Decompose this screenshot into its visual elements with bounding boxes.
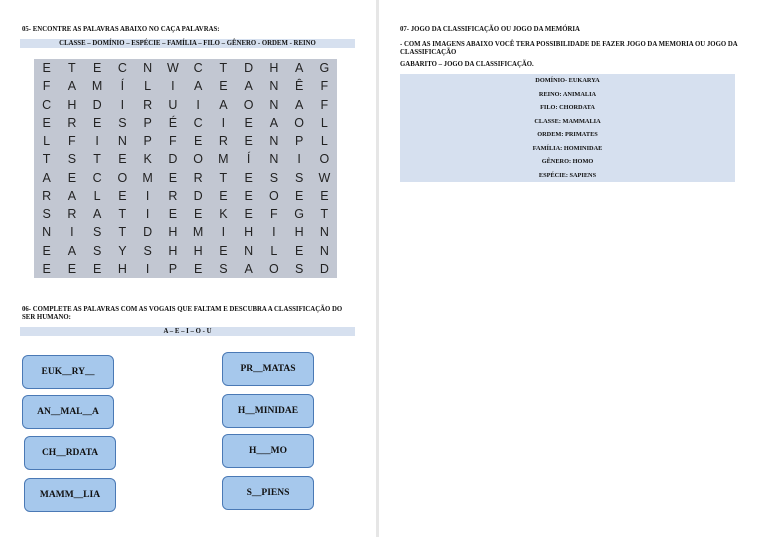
word-search-letter[interactable]: N <box>269 134 279 148</box>
word-search-letter[interactable]: S <box>42 207 51 221</box>
word-search-row <box>34 205 337 223</box>
word-search-letter[interactable]: A <box>92 207 102 221</box>
word-search-letter[interactable]: F <box>320 79 329 94</box>
word-search-letter[interactable]: I <box>145 188 150 203</box>
word-search-letter[interactable]: O <box>243 97 254 112</box>
word-search-letter[interactable]: N <box>244 243 254 258</box>
classification-row: GÊNERO: HOMO <box>541 158 594 165</box>
classification-row: FILO: CHORDATA <box>540 104 595 111</box>
word-search-letter[interactable]: R <box>67 115 77 130</box>
word-search-letter[interactable]: F <box>68 134 76 148</box>
word-search-letter[interactable]: S <box>143 243 152 258</box>
classification-row: CLASSE: MAMMALIA <box>534 117 601 125</box>
vowel-box-sapiens[interactable]: S__PIENS <box>222 476 314 510</box>
word-search-letter[interactable]: M <box>91 79 103 94</box>
word-search-letter[interactable]: Ê <box>294 79 304 94</box>
word-search-letter[interactable]: N <box>42 225 52 240</box>
right-page <box>379 0 761 537</box>
classification-row: ESPÉCIE: SAPIENS <box>538 171 597 179</box>
word-search-letter[interactable]: N <box>319 225 329 240</box>
word-search-letter[interactable]: L <box>320 134 328 148</box>
word-search-letter[interactable]: O <box>269 188 279 203</box>
word-search-letter[interactable]: O <box>193 152 203 167</box>
word-search-letter[interactable]: A <box>244 261 253 276</box>
word-search-letter[interactable]: E <box>219 188 228 203</box>
word-search-letter[interactable]: A <box>67 79 77 94</box>
word-search-letter[interactable]: I <box>221 225 226 240</box>
word-search-letter[interactable]: E <box>294 243 304 258</box>
word-search-letter[interactable]: C <box>117 61 127 75</box>
word-search-letter[interactable]: I <box>95 134 99 148</box>
word-search-letter[interactable]: T <box>118 225 127 240</box>
word-search-letter[interactable]: E <box>320 188 329 203</box>
word-search-letter[interactable]: A <box>193 79 203 94</box>
word-search-letter[interactable]: S <box>92 243 102 258</box>
word-search-letter[interactable]: L <box>43 134 51 148</box>
vowel-box-chordata[interactable]: CH__RDATA <box>24 436 116 470</box>
word-search-letter[interactable]: G <box>319 61 330 75</box>
word-search-letter[interactable]: R <box>193 170 203 185</box>
word-search-letter[interactable]: M <box>142 170 153 185</box>
word-search-letter[interactable]: D <box>244 61 254 75</box>
word-search-row <box>34 132 337 150</box>
word-search-letter[interactable]: N <box>319 243 329 258</box>
classification-row: FAMÍLIA: HOMINIDAE <box>532 144 603 152</box>
word-search-letter[interactable]: Í <box>246 152 251 167</box>
word-search-letter[interactable]: S <box>269 170 279 185</box>
word-search-letter[interactable]: I <box>297 152 301 167</box>
word-search-letter[interactable]: S <box>294 170 304 185</box>
exercise-05-heading: 05- ENCONTRE AS PALAVRAS ABAIXO NO CAÇA PALAVRAS: <box>22 26 220 33</box>
word-search-letter[interactable]: K <box>143 152 152 167</box>
word-search-letter[interactable]: E <box>42 115 51 130</box>
word-search-letter[interactable]: E <box>193 134 203 148</box>
word-search-letter[interactable]: F <box>320 97 329 112</box>
word-search-letter[interactable]: E <box>244 207 253 221</box>
word-search-letter[interactable]: S <box>118 115 127 130</box>
word-search-letter[interactable]: H <box>67 97 77 112</box>
word-search-letter[interactable]: E <box>118 188 127 203</box>
word-search-letter[interactable]: E <box>67 261 77 276</box>
word-search-letter[interactable]: E <box>244 188 253 203</box>
word-search-letter[interactable]: H <box>168 243 178 258</box>
word-search-row <box>34 150 337 168</box>
word-search-letter[interactable]: E <box>219 243 228 258</box>
word-search-letter[interactable]: Y <box>118 243 127 258</box>
word-search-row <box>34 77 337 95</box>
word-search-letter[interactable]: F <box>42 79 51 94</box>
word-search-letter[interactable]: E <box>193 207 203 221</box>
word-search-letter[interactable]: E <box>42 261 51 276</box>
word-search-row <box>34 242 337 260</box>
classification-row: ORDEM: PRIMATES <box>537 131 598 138</box>
word-search-row <box>34 187 337 205</box>
word-search-letter[interactable]: H <box>294 225 304 240</box>
word-search-letter[interactable]: A <box>219 97 228 112</box>
word-search-letter[interactable]: S <box>92 225 102 240</box>
word-search-letter[interactable]: H <box>244 225 254 240</box>
vowel-box-primatas[interactable]: PR__MATAS <box>222 352 314 386</box>
word-search-letter[interactable]: R <box>168 188 178 203</box>
word-search-letter[interactable]: L <box>270 243 278 258</box>
classification-row: DOMÍNIO- EUKARYA <box>535 77 600 84</box>
word-search-letter[interactable]: N <box>269 152 279 167</box>
word-search-letter[interactable]: T <box>118 207 127 221</box>
word-search-letter[interactable]: E <box>193 261 203 276</box>
word-search-letter[interactable]: E <box>219 79 228 94</box>
word-search-letter[interactable]: W <box>318 170 331 185</box>
word-search-letter[interactable]: O <box>269 261 279 276</box>
word-search-letter[interactable]: É <box>168 115 178 130</box>
word-search-letter[interactable]: I <box>120 97 125 112</box>
word-search-letter[interactable]: E <box>92 115 102 130</box>
word-search-letter[interactable]: I <box>145 207 150 221</box>
vowel-box-mammalia[interactable]: MAMM__LIA <box>24 478 116 512</box>
word-search-letter[interactable]: C <box>193 115 203 130</box>
word-search-letter[interactable]: M <box>192 225 204 240</box>
word-search-letter[interactable]: I <box>221 115 226 130</box>
vowels-bar: A – E – I – O - U <box>20 327 355 336</box>
classification-table <box>400 74 735 182</box>
word-search-letter[interactable]: A <box>269 115 279 130</box>
word-search-letter[interactable]: C <box>193 61 203 75</box>
word-list-bar: CLASSE – DOMÍNIO – ESPÉCIE – FAMÍLIA – FILO – GÊNERO - ORDEM - REINO <box>20 39 355 48</box>
word-search-letter[interactable]: D <box>319 261 329 276</box>
word-search-letter[interactable]: E <box>42 61 51 75</box>
exercise-06-heading: 06- COMPLETE AS PALAVRAS COM AS VOGAIS QUE FALTAM E DESCUBRA A CLASSIFICAÇÃO DO SER HUMANO: <box>22 306 343 321</box>
word-search-letter[interactable]: S <box>294 261 304 276</box>
word-search-letter[interactable]: E <box>67 170 77 185</box>
word-search-row <box>34 260 337 278</box>
word-search-row <box>34 114 337 132</box>
word-search-letter[interactable]: I <box>272 225 276 240</box>
word-search-letter[interactable]: R <box>67 207 77 221</box>
left-page <box>0 0 376 537</box>
word-search-letter[interactable]: P <box>143 134 152 148</box>
word-search-letter[interactable]: E <box>294 188 304 203</box>
word-search-letter[interactable]: N <box>143 61 153 75</box>
word-search-letter[interactable]: R <box>143 97 153 112</box>
word-search-letter[interactable]: P <box>294 134 304 148</box>
word-search-letter[interactable]: N <box>269 97 279 112</box>
word-search-letter[interactable]: R <box>42 188 52 203</box>
word-search-letter[interactable]: R <box>218 134 228 148</box>
word-search-letter[interactable]: E <box>168 170 178 185</box>
word-search-letter[interactable]: U <box>168 97 178 112</box>
word-search-letter[interactable]: I <box>171 79 175 94</box>
vowel-box-homo[interactable]: H___MO <box>222 434 314 468</box>
word-search-letter[interactable]: D <box>193 188 203 203</box>
word-search-letter[interactable]: E <box>168 207 178 221</box>
word-search-letter[interactable]: A <box>42 170 51 185</box>
classification-row: REINO: ANIMALIA <box>538 90 597 98</box>
word-search-letter[interactable]: T <box>93 152 101 167</box>
word-search-letter[interactable]: F <box>169 134 177 148</box>
word-search-row <box>34 169 337 187</box>
word-search-letter[interactable]: T <box>42 152 51 167</box>
word-search-letter[interactable]: T <box>219 170 228 185</box>
word-search-letter[interactable]: A <box>67 243 77 258</box>
word-search-letter[interactable]: O <box>294 115 304 130</box>
word-search-letter[interactable]: E <box>92 61 102 75</box>
word-search-letter[interactable]: H <box>168 225 178 240</box>
word-search-letter[interactable]: E <box>244 134 253 148</box>
word-search-letter[interactable]: S <box>67 152 77 167</box>
word-search-letter[interactable]: C <box>42 97 52 112</box>
word-search-row <box>34 59 337 77</box>
word-search-letter[interactable]: D <box>143 225 153 240</box>
word-search-grid <box>34 59 337 278</box>
word-search-letter[interactable]: A <box>294 97 304 112</box>
word-search-letter[interactable]: A <box>244 79 253 94</box>
vowel-box-hominidae[interactable]: H__MINIDAE <box>222 394 314 428</box>
word-search-letter[interactable]: A <box>67 188 77 203</box>
gabarito-heading: GABARITO – JOGO DA CLASSIFICAÇÃO. <box>400 61 534 68</box>
word-search-letter[interactable]: D <box>92 97 102 112</box>
word-search-letter[interactable]: P <box>143 115 152 130</box>
word-search-letter[interactable]: Í <box>120 79 125 94</box>
word-search-letter[interactable]: E <box>244 170 253 185</box>
word-search-letter[interactable]: O <box>319 152 330 167</box>
word-search-letter[interactable]: W <box>166 61 179 75</box>
word-search-letter[interactable]: E <box>244 115 253 130</box>
word-search-letter[interactable]: L <box>320 115 328 130</box>
word-search-letter[interactable]: C <box>92 170 102 185</box>
word-search-letter[interactable]: L <box>144 79 152 94</box>
exercise-07-heading: 07- JOGO DA CLASSIFICAÇÃO OU JOGO DA MEMÓRIA <box>400 26 580 33</box>
word-search-letter[interactable]: N <box>269 79 279 94</box>
word-search-letter[interactable]: S <box>219 261 228 276</box>
word-search-letter[interactable]: K <box>219 207 228 221</box>
word-search-row <box>34 223 337 241</box>
word-search-letter[interactable]: T <box>68 61 76 75</box>
word-search-letter[interactable]: E <box>42 243 51 258</box>
word-search-letter[interactable]: H <box>117 261 127 276</box>
word-search-letter[interactable]: G <box>294 207 304 221</box>
vowel-box-eukarya[interactable]: EUK__RY__ <box>22 355 114 389</box>
word-search-letter[interactable]: T <box>219 61 228 75</box>
word-search-letter[interactable]: H <box>193 243 203 258</box>
word-search-letter[interactable]: P <box>168 261 178 276</box>
word-search-letter[interactable]: A <box>294 61 304 75</box>
word-search-letter[interactable]: I <box>196 97 200 112</box>
word-search-letter[interactable]: L <box>93 188 101 203</box>
word-search-letter[interactable]: O <box>117 170 128 185</box>
word-search-letter[interactable]: I <box>70 225 74 240</box>
word-search-letter[interactable]: E <box>92 261 102 276</box>
word-search-letter[interactable]: N <box>117 134 127 148</box>
word-search-letter[interactable]: D <box>168 152 178 167</box>
word-search-letter[interactable]: I <box>145 261 150 276</box>
instruction-text: - COM AS IMAGENS ABAIXO VOCÊ TERA POSSIBILIDADE DE FAZER JOGO DA MEMORIA OU JOGO DA CLASSIFICAÇÃO <box>400 41 738 56</box>
word-search-letter[interactable]: H <box>269 61 279 75</box>
word-search-letter[interactable]: F <box>270 207 278 221</box>
vowel-box-animalia[interactable]: AN__MAL__A <box>22 395 114 429</box>
word-search-row <box>34 96 337 114</box>
word-search-letter[interactable]: E <box>118 152 127 167</box>
word-search-letter[interactable]: T <box>320 207 329 221</box>
word-search-letter[interactable]: M <box>218 152 229 167</box>
